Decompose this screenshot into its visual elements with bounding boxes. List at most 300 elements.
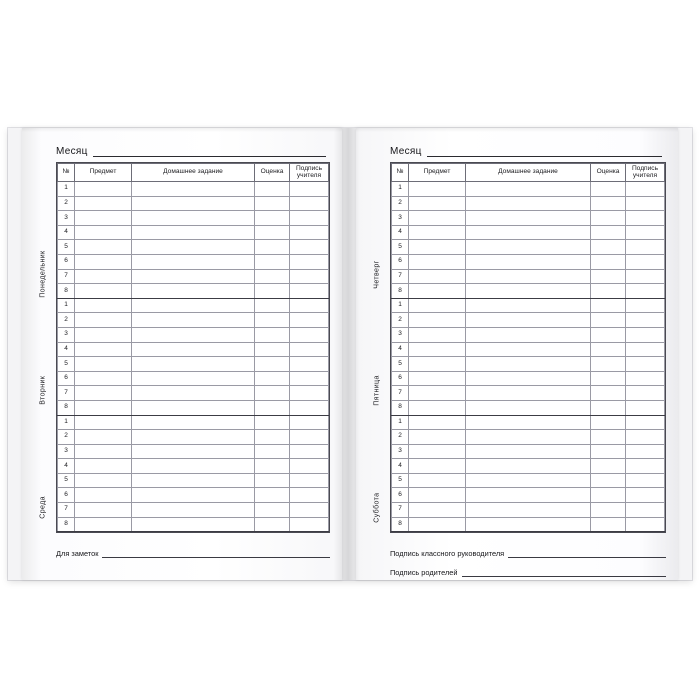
table-row <box>392 225 665 240</box>
cell-row-number: 3 <box>58 327 75 342</box>
cell-teacher-signature[interactable] <box>626 240 665 255</box>
cell-homework[interactable] <box>132 298 255 313</box>
cell-homework[interactable] <box>466 517 591 532</box>
cell-homework[interactable] <box>466 473 591 488</box>
table-header-row <box>392 164 665 182</box>
table-row <box>392 473 665 488</box>
cell-subject[interactable] <box>409 313 466 328</box>
cell-mark[interactable] <box>255 298 290 313</box>
cell-teacher-signature[interactable] <box>626 269 665 284</box>
cell-row-number: 3 <box>392 327 409 342</box>
table-row <box>58 430 329 445</box>
cell-teacher-signature[interactable] <box>626 357 665 372</box>
note-line-row <box>56 548 330 558</box>
table-row <box>58 254 329 269</box>
cell-homework[interactable] <box>132 430 255 445</box>
cell-teacher-signature[interactable] <box>290 211 329 226</box>
cell-mark[interactable] <box>591 284 626 299</box>
cell-teacher-signature[interactable] <box>290 269 329 284</box>
cell-teacher-signature[interactable] <box>626 254 665 269</box>
cell-homework[interactable] <box>466 488 591 503</box>
cell-row-number: 3 <box>58 444 75 459</box>
cell-mark[interactable] <box>255 240 290 255</box>
cell-homework[interactable] <box>132 182 255 197</box>
cell-teacher-signature[interactable] <box>290 517 329 532</box>
day-label-saturday: Суббота <box>373 492 381 523</box>
cell-mark[interactable] <box>255 254 290 269</box>
cell-row-number: 6 <box>392 488 409 503</box>
cell-homework[interactable] <box>132 284 255 299</box>
cell-mark[interactable] <box>591 473 626 488</box>
table-row <box>58 182 329 197</box>
cell-teacher-signature[interactable] <box>290 196 329 211</box>
cell-subject[interactable] <box>75 342 132 357</box>
cell-teacher-signature[interactable] <box>290 327 329 342</box>
notebook-page-left <box>22 128 342 580</box>
day-labels-left <box>32 162 56 580</box>
cell-row-number: 8 <box>392 284 409 299</box>
cell-teacher-signature[interactable] <box>290 225 329 240</box>
cell-subject[interactable] <box>409 415 466 430</box>
cell-teacher-signature[interactable] <box>290 400 329 415</box>
cell-subject[interactable] <box>75 444 132 459</box>
cell-row-number: 2 <box>58 430 75 445</box>
cell-teacher-signature[interactable] <box>626 225 665 240</box>
cell-teacher-signature[interactable] <box>290 386 329 401</box>
cell-subject[interactable] <box>75 503 132 518</box>
cell-homework[interactable] <box>466 313 591 328</box>
cell-homework[interactable] <box>132 196 255 211</box>
cell-mark[interactable] <box>255 225 290 240</box>
cell-homework[interactable] <box>466 459 591 474</box>
notes-area-right <box>390 539 666 577</box>
note-line-label: Для заметок <box>56 549 99 558</box>
cell-homework[interactable] <box>132 342 255 357</box>
table-body-right <box>392 182 665 532</box>
cell-subject[interactable] <box>75 182 132 197</box>
cell-teacher-signature[interactable] <box>290 415 329 430</box>
cell-teacher-signature[interactable] <box>626 386 665 401</box>
cell-teacher-signature[interactable] <box>626 196 665 211</box>
col-header-mark: Оценка <box>255 164 290 182</box>
cell-subject[interactable] <box>409 240 466 255</box>
cell-row-number: 4 <box>58 342 75 357</box>
cell-row-number: 2 <box>58 313 75 328</box>
notes-area-left <box>56 539 330 558</box>
table-row <box>392 415 665 430</box>
cell-homework[interactable] <box>132 415 255 430</box>
cell-teacher-signature[interactable] <box>626 298 665 313</box>
cell-teacher-signature[interactable] <box>290 313 329 328</box>
cell-homework[interactable] <box>132 444 255 459</box>
cell-row-number: 1 <box>392 415 409 430</box>
cell-homework[interactable] <box>466 444 591 459</box>
cell-mark[interactable] <box>255 517 290 532</box>
cell-teacher-signature[interactable] <box>290 284 329 299</box>
cell-homework[interactable] <box>466 284 591 299</box>
cell-subject[interactable] <box>75 459 132 474</box>
cell-subject[interactable] <box>409 269 466 284</box>
cell-subject[interactable] <box>75 473 132 488</box>
teacher-signature-line1: Подпись <box>295 164 323 172</box>
cell-mark[interactable] <box>591 444 626 459</box>
col-header-mark: Оценка <box>591 164 626 182</box>
table-row <box>392 254 665 269</box>
table-row <box>392 444 665 459</box>
cell-mark[interactable] <box>255 371 290 386</box>
cell-teacher-signature[interactable] <box>290 240 329 255</box>
cell-homework[interactable] <box>466 400 591 415</box>
cell-teacher-signature[interactable] <box>626 211 665 226</box>
cell-teacher-signature[interactable] <box>290 254 329 269</box>
col-header-teacher-signature <box>290 164 329 182</box>
cell-teacher-signature[interactable] <box>290 371 329 386</box>
cell-mark[interactable] <box>591 415 626 430</box>
cell-homework[interactable] <box>466 371 591 386</box>
table-head-left <box>58 164 329 182</box>
cell-row-number: 4 <box>392 342 409 357</box>
table-row <box>392 400 665 415</box>
cell-homework[interactable] <box>132 269 255 284</box>
cell-subject[interactable] <box>409 196 466 211</box>
cell-teacher-signature[interactable] <box>290 444 329 459</box>
cell-row-number: 5 <box>58 240 75 255</box>
cell-row-number: 2 <box>392 430 409 445</box>
day-label-friday: Пятница <box>373 375 381 406</box>
table-row <box>58 211 329 226</box>
day-label-thursday: Четверг <box>373 259 381 289</box>
cell-subject[interactable] <box>409 327 466 342</box>
cell-subject[interactable] <box>75 196 132 211</box>
cell-teacher-signature[interactable] <box>290 182 329 197</box>
cell-homework[interactable] <box>466 430 591 445</box>
col-header-homework: Домашнее задание <box>466 164 591 182</box>
cell-mark[interactable] <box>591 254 626 269</box>
day-label-monday: Понедельник <box>39 250 47 298</box>
month-write-line-right[interactable] <box>427 145 662 157</box>
cell-row-number: 8 <box>58 400 75 415</box>
note-write-line[interactable] <box>462 567 666 577</box>
day-labels-right <box>366 162 390 580</box>
cell-homework[interactable] <box>132 327 255 342</box>
cell-homework[interactable] <box>466 182 591 197</box>
cell-mark[interactable] <box>591 313 626 328</box>
cell-mark[interactable] <box>255 400 290 415</box>
table-row <box>58 196 329 211</box>
cell-mark[interactable] <box>591 517 626 532</box>
cell-teacher-signature[interactable] <box>626 313 665 328</box>
cell-mark[interactable] <box>255 503 290 518</box>
cell-teacher-signature[interactable] <box>290 473 329 488</box>
table-row <box>58 240 329 255</box>
table-row <box>58 327 329 342</box>
cell-row-number: 6 <box>58 488 75 503</box>
cell-mark[interactable] <box>255 415 290 430</box>
cell-subject[interactable] <box>75 517 132 532</box>
cell-row-number: 2 <box>58 196 75 211</box>
cell-teacher-signature[interactable] <box>290 357 329 372</box>
table-row <box>58 400 329 415</box>
col-header-number: № <box>58 164 75 182</box>
cell-mark[interactable] <box>255 327 290 342</box>
cell-mark[interactable] <box>255 430 290 445</box>
cell-homework[interactable] <box>466 240 591 255</box>
cell-mark[interactable] <box>591 371 626 386</box>
cell-homework[interactable] <box>466 254 591 269</box>
cell-row-number: 1 <box>392 182 409 197</box>
cell-teacher-signature[interactable] <box>290 430 329 445</box>
cell-homework[interactable] <box>132 488 255 503</box>
cell-row-number: 6 <box>392 371 409 386</box>
table-row <box>58 517 329 532</box>
cell-teacher-signature[interactable] <box>290 488 329 503</box>
day-label-wednesday: Среда <box>39 496 47 519</box>
table-row <box>58 269 329 284</box>
cell-row-number: 7 <box>58 503 75 518</box>
cell-mark[interactable] <box>255 444 290 459</box>
cell-teacher-signature[interactable] <box>626 182 665 197</box>
table-body-left <box>58 182 329 532</box>
cell-homework[interactable] <box>132 400 255 415</box>
cell-row-number: 2 <box>392 313 409 328</box>
day-label-tuesday: Вторник <box>39 376 47 406</box>
cell-homework[interactable] <box>132 386 255 401</box>
table-row <box>392 357 665 372</box>
cell-mark[interactable] <box>591 488 626 503</box>
table-row <box>58 284 329 299</box>
cell-subject[interactable] <box>409 488 466 503</box>
note-line-label: Подпись классного руководителя <box>390 549 505 558</box>
cell-subject[interactable] <box>409 254 466 269</box>
cell-homework[interactable] <box>466 415 591 430</box>
cell-mark[interactable] <box>591 269 626 284</box>
cell-subject[interactable] <box>409 182 466 197</box>
cell-teacher-signature[interactable] <box>626 371 665 386</box>
cell-row-number: 1 <box>58 415 75 430</box>
cell-row-number: 7 <box>392 503 409 518</box>
cell-subject[interactable] <box>75 430 132 445</box>
cell-subject[interactable] <box>409 400 466 415</box>
table-row <box>58 342 329 357</box>
cell-mark[interactable] <box>255 313 290 328</box>
table-row <box>58 225 329 240</box>
table-row <box>58 313 329 328</box>
schedule-table-wrapper-left <box>56 162 330 533</box>
col-header-subject: Предмет <box>409 164 466 182</box>
cell-teacher-signature[interactable] <box>290 342 329 357</box>
table-row <box>392 386 665 401</box>
cell-row-number: 1 <box>392 298 409 313</box>
cell-homework[interactable] <box>132 459 255 474</box>
table-row <box>392 313 665 328</box>
cell-homework[interactable] <box>466 342 591 357</box>
cell-subject[interactable] <box>409 284 466 299</box>
cell-homework[interactable] <box>132 371 255 386</box>
cell-teacher-signature[interactable] <box>626 459 665 474</box>
cell-teacher-signature[interactable] <box>626 503 665 518</box>
cell-homework[interactable] <box>466 327 591 342</box>
cell-teacher-signature[interactable] <box>626 415 665 430</box>
cell-row-number: 5 <box>58 473 75 488</box>
cell-homework[interactable] <box>466 298 591 313</box>
cell-subject[interactable] <box>75 357 132 372</box>
cell-subject[interactable] <box>409 371 466 386</box>
table-row <box>392 517 665 532</box>
teacher-signature-line2: учителя <box>632 171 658 179</box>
cell-subject[interactable] <box>75 211 132 226</box>
cell-homework[interactable] <box>132 357 255 372</box>
cell-teacher-signature[interactable] <box>626 400 665 415</box>
cell-mark[interactable] <box>255 357 290 372</box>
cell-homework[interactable] <box>466 196 591 211</box>
cell-row-number: 8 <box>58 517 75 532</box>
cell-subject[interactable] <box>75 386 132 401</box>
cell-homework[interactable] <box>466 269 591 284</box>
cell-mark[interactable] <box>591 386 626 401</box>
cell-mark[interactable] <box>255 284 290 299</box>
col-header-homework: Домашнее задание <box>132 164 255 182</box>
cell-subject[interactable] <box>75 313 132 328</box>
cell-mark[interactable] <box>255 459 290 474</box>
col-header-teacher-signature <box>626 164 665 182</box>
table-row <box>58 415 329 430</box>
cell-homework[interactable] <box>132 517 255 532</box>
cell-mark[interactable] <box>591 430 626 445</box>
cell-mark[interactable] <box>255 473 290 488</box>
cell-subject[interactable] <box>75 327 132 342</box>
cell-row-number: 7 <box>58 386 75 401</box>
cell-subject[interactable] <box>75 284 132 299</box>
notebook-spread <box>8 128 692 580</box>
cell-homework[interactable] <box>466 225 591 240</box>
cell-row-number: 2 <box>392 196 409 211</box>
cell-homework[interactable] <box>132 211 255 226</box>
cell-row-number: 4 <box>392 459 409 474</box>
cell-mark[interactable] <box>591 211 626 226</box>
cell-row-number: 7 <box>58 269 75 284</box>
cell-teacher-signature[interactable] <box>290 459 329 474</box>
cell-mark[interactable] <box>591 240 626 255</box>
cell-homework[interactable] <box>132 225 255 240</box>
cell-homework[interactable] <box>132 503 255 518</box>
note-write-line[interactable] <box>102 548 330 558</box>
cell-row-number: 4 <box>58 225 75 240</box>
cell-mark[interactable] <box>255 488 290 503</box>
cell-subject[interactable] <box>409 459 466 474</box>
cell-row-number: 5 <box>58 357 75 372</box>
note-line-label: Подпись родителей <box>390 568 458 577</box>
cell-subject[interactable] <box>409 342 466 357</box>
cell-teacher-signature[interactable] <box>626 517 665 532</box>
cell-mark[interactable] <box>591 298 626 313</box>
cell-teacher-signature[interactable] <box>626 342 665 357</box>
cell-row-number: 5 <box>392 473 409 488</box>
cell-homework[interactable] <box>466 357 591 372</box>
cell-subject[interactable] <box>409 444 466 459</box>
cell-mark[interactable] <box>255 196 290 211</box>
cell-teacher-signature[interactable] <box>290 298 329 313</box>
cell-mark[interactable] <box>591 196 626 211</box>
cell-teacher-signature[interactable] <box>626 473 665 488</box>
table-row <box>58 488 329 503</box>
cell-mark[interactable] <box>255 182 290 197</box>
cell-teacher-signature[interactable] <box>626 284 665 299</box>
cell-mark[interactable] <box>591 225 626 240</box>
cell-subject[interactable] <box>409 298 466 313</box>
col-header-subject: Предмет <box>75 164 132 182</box>
cell-row-number: 1 <box>58 182 75 197</box>
table-row <box>392 327 665 342</box>
cell-homework[interactable] <box>132 240 255 255</box>
cell-mark[interactable] <box>255 342 290 357</box>
cell-mark[interactable] <box>591 459 626 474</box>
cell-subject[interactable] <box>409 473 466 488</box>
cell-subject[interactable] <box>75 269 132 284</box>
note-write-line[interactable] <box>508 548 666 558</box>
cell-homework[interactable] <box>466 503 591 518</box>
teacher-signature-line2: учителя <box>296 171 322 179</box>
cell-homework[interactable] <box>132 473 255 488</box>
cell-mark[interactable] <box>591 327 626 342</box>
cell-subject[interactable] <box>75 225 132 240</box>
month-write-line-left[interactable] <box>93 145 326 157</box>
cell-teacher-signature[interactable] <box>626 430 665 445</box>
cell-mark[interactable] <box>591 503 626 518</box>
cell-subject[interactable] <box>409 517 466 532</box>
cell-subject[interactable] <box>409 357 466 372</box>
cell-subject[interactable] <box>409 211 466 226</box>
table-row <box>392 371 665 386</box>
cell-teacher-signature[interactable] <box>626 444 665 459</box>
cell-subject[interactable] <box>75 400 132 415</box>
table-row <box>58 357 329 372</box>
cell-mark[interactable] <box>591 182 626 197</box>
cell-subject[interactable] <box>409 503 466 518</box>
cell-row-number: 8 <box>392 517 409 532</box>
cell-subject[interactable] <box>409 430 466 445</box>
cell-subject[interactable] <box>75 298 132 313</box>
cell-teacher-signature[interactable] <box>626 488 665 503</box>
table-row <box>58 298 329 313</box>
cell-mark[interactable] <box>591 342 626 357</box>
cell-subject[interactable] <box>75 488 132 503</box>
cell-subject[interactable] <box>409 225 466 240</box>
cell-subject[interactable] <box>75 254 132 269</box>
cell-teacher-signature[interactable] <box>290 503 329 518</box>
cell-homework[interactable] <box>466 386 591 401</box>
cell-mark[interactable] <box>255 386 290 401</box>
col-header-number: № <box>392 164 409 182</box>
cell-row-number: 3 <box>58 211 75 226</box>
cell-mark[interactable] <box>255 211 290 226</box>
cell-subject[interactable] <box>75 415 132 430</box>
cell-row-number: 6 <box>58 254 75 269</box>
cell-homework[interactable] <box>132 254 255 269</box>
cell-subject[interactable] <box>409 386 466 401</box>
cell-subject[interactable] <box>75 371 132 386</box>
cell-mark[interactable] <box>591 400 626 415</box>
cell-homework[interactable] <box>466 211 591 226</box>
table-row <box>58 459 329 474</box>
month-label-right: Месяц <box>390 146 422 157</box>
cell-homework[interactable] <box>132 313 255 328</box>
cell-row-number: 7 <box>392 269 409 284</box>
cell-mark[interactable] <box>255 269 290 284</box>
cell-teacher-signature[interactable] <box>626 327 665 342</box>
cell-subject[interactable] <box>75 240 132 255</box>
cell-mark[interactable] <box>591 357 626 372</box>
table-row <box>392 298 665 313</box>
